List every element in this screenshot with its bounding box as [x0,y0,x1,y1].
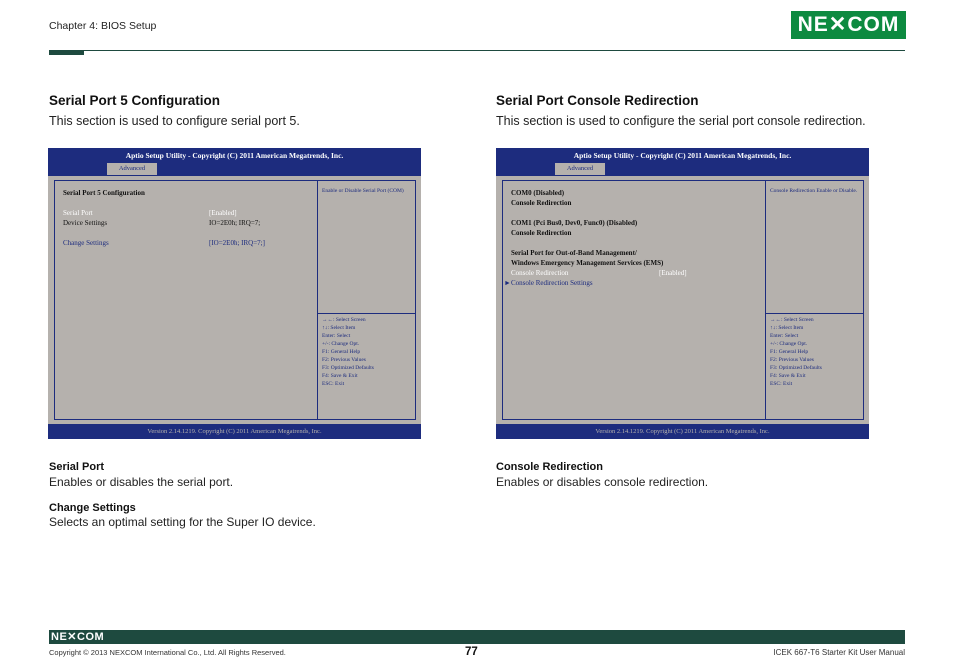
section-desc-console-redirection: This section is used to configure the serial port console redirection. [496,114,866,128]
item-desc-change-settings: Selects an optimal setting for the Super IO device. [49,515,316,529]
header-divider [49,50,905,51]
footer-nexcom-logo: NE✕COM [51,631,105,643]
chapter-label: Chapter 4: BIOS Setup [49,20,157,32]
bios-key-hint: Enter: Select [322,333,351,339]
bios-line: COM1 (Pci Bus0, Dev0, Func0) (Disabled) [511,219,638,227]
bios-line: COM0 (Disabled) [511,189,565,197]
footer-copyright: Copyright © 2013 NEXCOM International Co., Ltd. All Rights Reserved. [49,648,286,657]
section-title-console-redirection: Serial Port Console Redirection [496,93,699,108]
bios-option-change-settings[interactable]: Change Settings [63,239,109,247]
bios-value: IO=2E0h; IRQ=7; [209,219,261,227]
bios-tab-row [496,163,869,176]
bios-line: Windows Emergency Management Services (EMS) [511,259,664,267]
bios-line: Console Redirection [511,229,572,237]
bios-key-hint: F1: General Help [322,349,361,355]
bios-key-hint: →←: Select Screen [322,317,366,323]
bios-main-panel [502,180,766,420]
bios-key-hint: F3: Optimized Defaults [770,365,822,371]
bios-help-text: Enable or Disable Serial Port (COM) [322,188,404,194]
bios-key-hint: →←: Select Screen [770,317,814,323]
footer-manual-title: ICEK 667-T6 Starter Kit User Manual [773,648,905,657]
footer-square-icon [897,638,903,644]
bios-key-hint: F4: Save & Exit [322,373,358,379]
header-accent-bar [49,50,84,55]
bios-line: Console Redirection [511,199,572,207]
bios-key-hint: F1: General Help [770,349,809,355]
item-title-change-settings: Change Settings [49,502,136,514]
nexcom-logo: NE✕COM [791,11,906,39]
bios-key-hint: +/-: Change Opt. [322,341,360,347]
bios-key-hint: ESC: Exit [770,381,793,387]
bios-line: Device Settings [63,219,108,227]
item-desc-console-redirection: Enables or disables console redirection. [496,475,709,489]
bios-tab-advanced[interactable]: Advanced [555,163,605,175]
bios-key-hint: F3: Optimized Defaults [322,365,374,371]
bios-tab-advanced[interactable]: Advanced [107,163,157,175]
submenu-arrow-icon: ► [504,279,511,287]
item-title-console-redirection: Console Redirection [496,461,603,473]
bios-tab-row [48,163,421,176]
bios-key-hint: ↑↓: Select Item [770,325,804,331]
item-desc-serial-port: Enables or disables the serial port. [49,475,234,489]
bios-line: Serial Port 5 Configuration [63,189,145,197]
bios-value-console-redirection[interactable]: [Enabled] [659,269,687,277]
bios-keys-panel [317,313,416,420]
section-title-serial-port-5: Serial Port 5 Configuration [49,93,221,108]
bios-footer: Version 2.14.1219. Copyright (C) 2011 American Megatrends, Inc. [48,424,421,439]
bios-key-hint: +/-: Change Opt. [770,341,808,347]
page-number: 77 [465,646,478,658]
bios-key-hint: F2: Previous Values [770,357,814,363]
footer-square-icon [889,630,895,636]
bios-option-serial-port[interactable]: Serial Port [63,209,93,217]
bios-keys-panel [765,313,864,420]
bios-value-change-settings[interactable]: [IO=2E0h; IRQ=7;] [209,239,265,247]
bios-screenshot-serial-port-5 [48,148,421,439]
footer-bar [49,630,905,644]
item-title-serial-port: Serial Port [49,461,105,473]
bios-key-hint: F2: Previous Values [322,357,366,363]
bios-header: Aptio Setup Utility - Copyright (C) 2011 American Megatrends, Inc. [48,148,421,163]
bios-value-serial-port[interactable]: [Enabled] [209,209,237,217]
bios-help-text: Console Redirection Enable or Disable. [770,188,858,194]
bios-key-hint: Enter: Select [770,333,799,339]
bios-key-hint: ESC: Exit [322,381,345,387]
bios-help-panel [765,180,864,314]
bios-help-panel [317,180,416,314]
section-desc-serial-port-5: This section is used to configure serial port 5. [49,114,300,128]
bios-footer: Version 2.14.1219. Copyright (C) 2011 American Megatrends, Inc. [496,424,869,439]
bios-header: Aptio Setup Utility - Copyright (C) 2011 American Megatrends, Inc. [496,148,869,163]
bios-option-console-redirection[interactable]: Console Redirection [511,269,569,277]
bios-line: Serial Port for Out-of-Band Management/ [511,249,637,257]
bios-key-hint: ↑↓: Select Item [322,325,356,331]
bios-option-console-redirection-settings[interactable]: Console Redirection Settings [511,279,593,287]
bios-screenshot-console-redirection [496,148,869,439]
bios-key-hint: F4: Save & Exit [770,373,806,379]
bios-main-panel [54,180,318,420]
